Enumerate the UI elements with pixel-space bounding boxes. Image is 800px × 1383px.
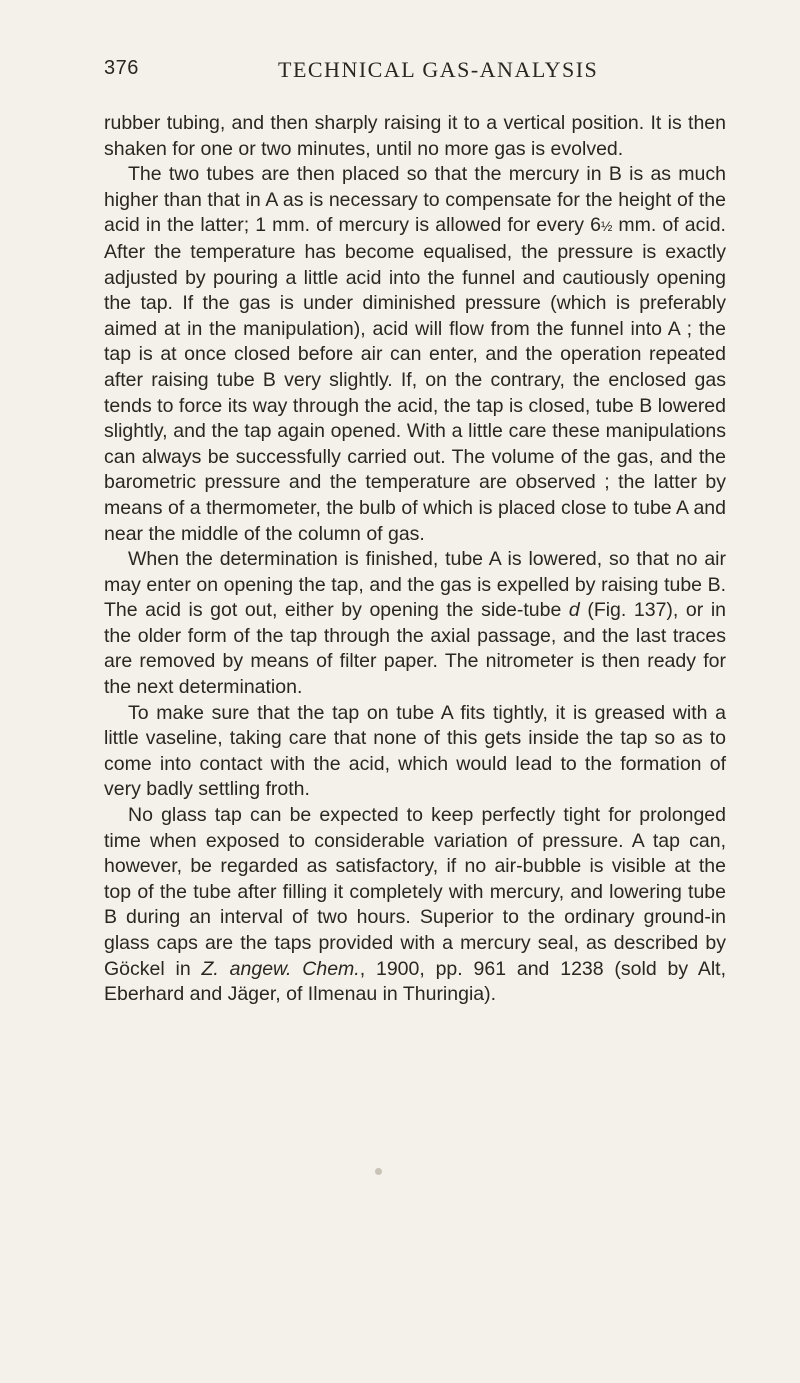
- paragraph-3: [104, 547, 726, 701]
- side-tube-label: d: [568, 599, 580, 622]
- paragraph-3-text-b: (Fig. 137), or in the older form of the tap through the axial passage, and the last traces are removed by means of filter paper. The nitrometer is then ready for the next determination.: [104, 599, 726, 699]
- page-number: 376: [104, 57, 139, 79]
- paragraph-1: [104, 111, 726, 162]
- page-title: TECHNICAL GAS-ANALYSIS: [278, 57, 599, 82]
- body-text: [104, 111, 726, 1008]
- paragraph-4-text: To make sure that the tap on tube A fits tightly, it is greased with a little vaseline, taking care that none of this gets inside the tap so as to come into contact with the acid, which would lead to the formation of very badly settling froth.: [104, 701, 726, 801]
- paragraph-1-text: rubber tubing, and then sharply raising it to a vertical position. It is then shaken for one or two minutes, until no more gas is evolved.: [104, 112, 726, 160]
- paragraph-5-text-b: , 1900, pp. 961 and 1238 (sold by Alt, Eberhard and Jäger, of Ilmenau in Thuringia).: [104, 957, 727, 1006]
- running-head: [104, 57, 726, 85]
- paragraph-4: [104, 701, 726, 803]
- paragraph-5: [104, 803, 726, 1008]
- journal-citation: Z. angew. Chem.: [201, 957, 360, 980]
- paragraph-3-text-a: When the determination is finished, tube A is lowered, so that no air may enter on opening the tap, and the gas is expelled by raising tube B. The acid is got out, either by opening the side-tube: [104, 548, 726, 622]
- paragraph-5-text-a: No glass tap can be expected to keep perfectly tight for prolonged time when exposed to considerable variation of pressure. A tap can, however, be regarded as satisfactory, if no air-bubble is visible at the top of the tube after filling it completely with mercury, and lowering tube B during an interval of two hours. Superior to the ordinary ground-in glass caps are the taps provided with a mercury seal, as described by Göckel in: [104, 804, 726, 980]
- paragraph-2: [104, 162, 726, 547]
- paragraph-2-text-b: mm. of acid. After the temperature has become equalised, the pressure is exactly adjusted by pouring a little acid into the funnel and cautiously opening the tap. If the gas is under diminished pressure (which is preferably aimed at in the manipulation), acid will flow from the funnel into A ; the tap is at once closed before air can enter, and the operation repeated after raising tube B very slightly. If, on the contrary, the enclosed gas tends to force its way through the acid, the tap is closed, tube B lowered slightly, and the tap again opened. With a little care these manipulations can always be successfully carried out. The volume of the gas, and the barometric pressure and the temperature are observed ; the latter by means of a thermometer, the bulb of which is placed close to tube A and near the middle of the column of gas.: [104, 214, 726, 545]
- fraction-half: ½: [600, 219, 613, 235]
- ink-speck: [375, 1168, 382, 1175]
- paragraph-2-text-a: The two tubes are then placed so that the mercury in B is as much higher than that in A as is necessary to compensate for the height of the acid in the latter; 1 mm. of mercury is allowed for every 6: [104, 163, 726, 237]
